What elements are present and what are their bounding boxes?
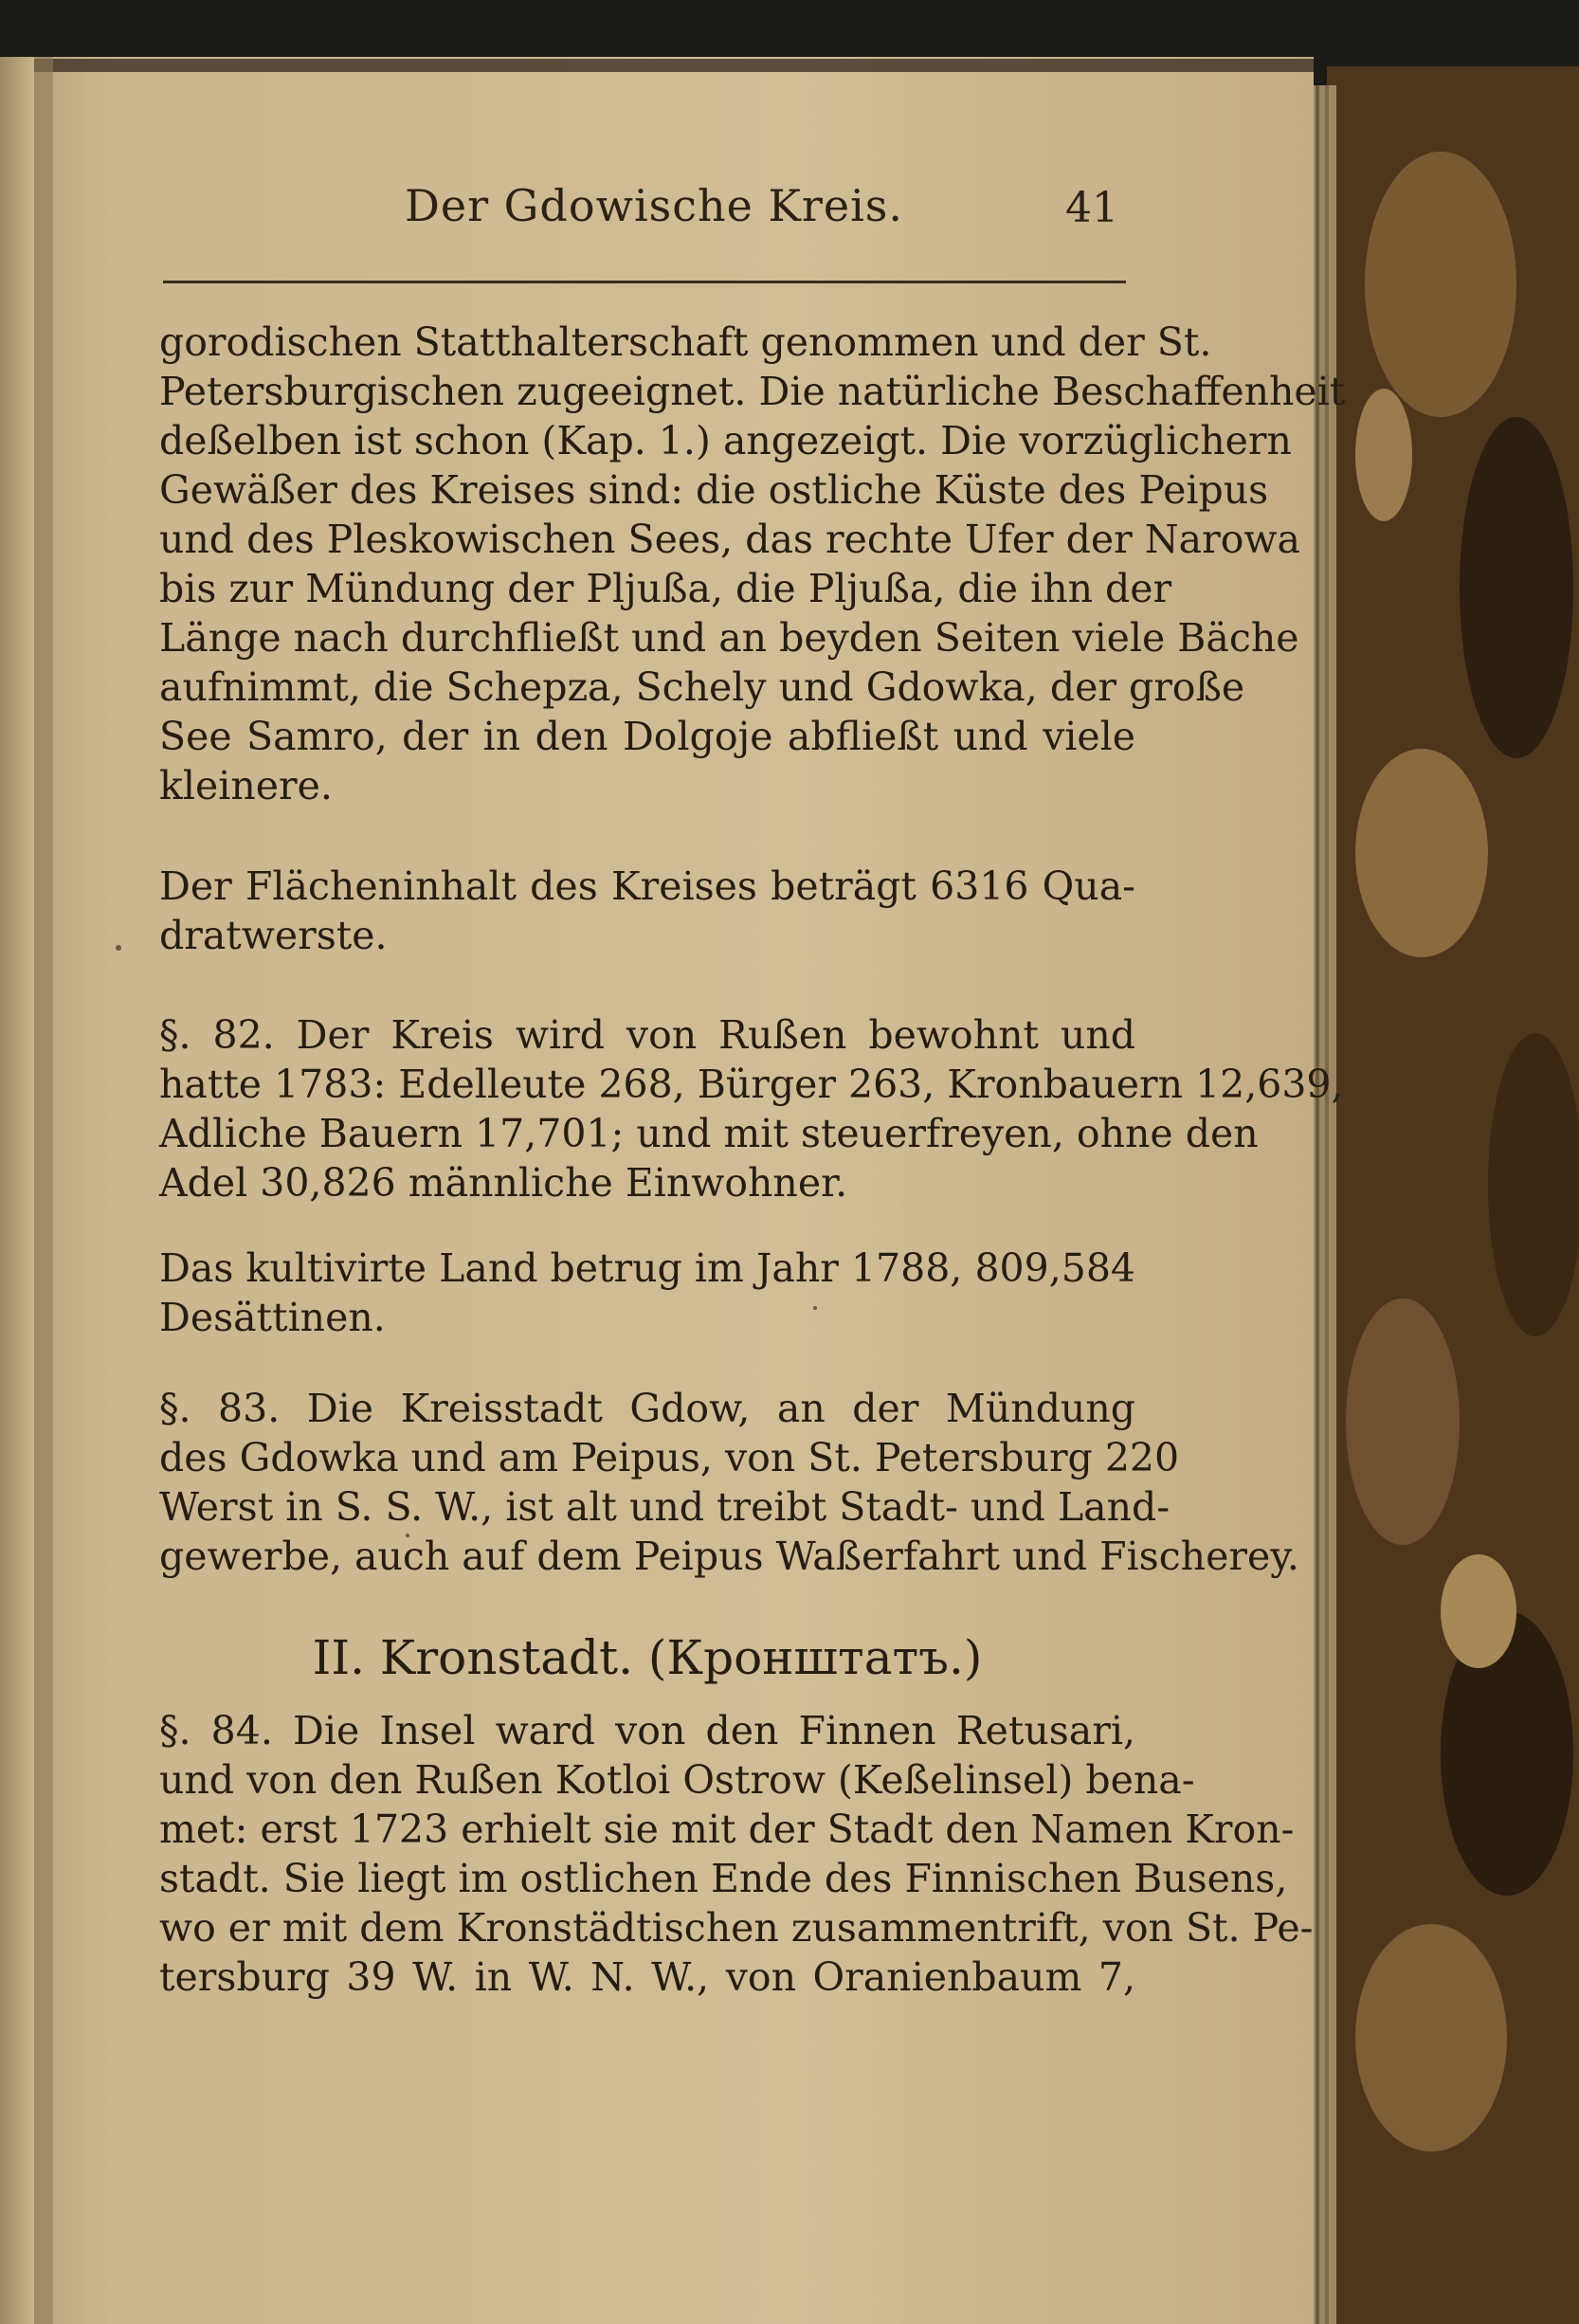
text-line: §. 82. Der Kreis wird von Rußen bewohnt und <box>159 1012 1135 1058</box>
text-line: deßelben ist schon (Kap. 1.) angezeigt. Die vorzüglichern <box>159 418 1292 463</box>
header-rule <box>163 281 1126 283</box>
text-line: dratwerste. <box>159 913 388 958</box>
text-line: Gewäßer des Kreises sind: die ostliche Küste des Peipus <box>159 467 1269 513</box>
text-line: Werst in S. S. W., ist alt und treibt Stadt- und Land- <box>159 1484 1171 1530</box>
page-number: 41 <box>1065 184 1118 232</box>
text-line: Adel 30,826 männliche Einwohner. <box>159 1160 848 1206</box>
text-line: bis zur Mündung der Pljußa, die Pljußa, die ihn der <box>159 566 1172 611</box>
text-line: hatte 1783: Edelleute 268, Bürger 263, Kronbauern 12,639, <box>159 1062 1344 1107</box>
text-line: kleinere. <box>159 763 333 808</box>
text-line: §. 83. Die Kreisstadt Gdow, an der Mündung <box>159 1386 1135 1431</box>
text-line: stadt. Sie liegt im ostlichen Ende des Finnischen Busens, <box>159 1856 1288 1901</box>
text-line: met: erst 1723 erhielt sie mit der Stadt den Namen Kron- <box>159 1807 1295 1852</box>
text-line: Der Flächeninhalt des Kreises beträgt 6316 Qua- <box>159 863 1135 909</box>
text-line: und von den Rußen Kotloi Ostrow (Keßelinsel) bena- <box>159 1757 1195 1803</box>
text-line: des Gdowka und am Peipus, von St. Petersburg 220 <box>159 1435 1180 1480</box>
text-line: und des Pleskowischen Sees, das rechte Ufer der Narowa <box>159 517 1300 562</box>
section-heading: II. Kronstadt. (Кронштатъ.) <box>312 1630 983 1685</box>
text-line: tersburg 39 W. in W. N. W., von Oranienbaum 7, <box>159 1954 1135 2000</box>
text-line: §. 84. Die Insel ward von den Finnen Retusari, <box>159 1708 1135 1753</box>
text-line: Desättinen. <box>159 1295 386 1340</box>
text-line: Petersburgischen zugeeignet. Die natürliche Beschaffenheit <box>159 369 1346 414</box>
text-line: Länge nach durchfließt und an beyden Seiten viele Bäche <box>159 615 1299 661</box>
text-line: See Samro, der in den Dolgoje abfließt und viele <box>159 714 1135 759</box>
text-line: Das kultivirte Land betrug im Jahr 1788, 809,584 <box>159 1245 1135 1291</box>
running-title: Der Gdowische Kreis. <box>404 180 904 231</box>
text-line: Adliche Bauern 17,701; und mit steuerfreyen, ohne den <box>159 1111 1259 1156</box>
text-line: gewerbe, auch auf dem Peipus Waßerfahrt und Fischerey. <box>159 1534 1299 1579</box>
text-line: aufnimmt, die Schepza, Schely und Gdowka, der große <box>159 664 1245 710</box>
text-line: wo er mit dem Kronstädtischen zusammentrift, von St. Pe- <box>159 1905 1314 1951</box>
text-line: gorodischen Statthalterschaft genommen und der St. <box>159 319 1212 365</box>
